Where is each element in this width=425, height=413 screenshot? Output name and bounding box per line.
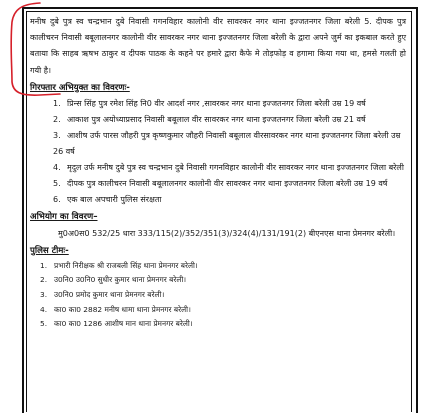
arrested-item: 2. आकाश पुत्र अयोध्याप्रसाद निवासी बबूलाल वीर सावरकर नगर थाना इज्जतनगर जिला बरेली उम्र 21 वर्ष <box>53 114 366 124</box>
intro-paragraph: मनीष दुबे पुत्र स्व चन्द्रभान दुबे निवासी गगनविहार कालोनी वीर सावरकर नगर थाना इज्जतनगर जिला बरेली 5. दीपक पुत्र कालीचरन निवासी बबूलालनगर कालोनी वीर सावरकर नगर थाना इज्जतनगर जिला बरेली के द्वारा अपने जुर्म का इकबाल करते हुए बताया कि साहब ऋषभ ठाकुर व दीपक पाठक के कहने पर हमारे द्वारा कैफे मे तोड़फोड़ व हगामा किया गया था, हमसे गलती हो गयी है। <box>30 17 406 75</box>
police-team-list <box>30 259 406 332</box>
police-team-item: 1. प्रभारी निरीक्षक श्री राजबली सिंह थाना प्रेमनगर बरेली। <box>40 260 198 270</box>
arrested-item: 5. दीपक पुत्र कालीचरन निवासी बबूलालनगर कालोनी वीर सावरकर नगर थाना इज्जतनगर जिला बरेली उम्र 19 वर्ष <box>53 178 388 188</box>
document-body <box>30 14 406 332</box>
police-team-item: 2. उ0नि0 उ0नि0 सुधीर कुमार थाना प्रेमनगर बरेली। <box>40 275 187 285</box>
case-heading: अभियोग का विवरण– <box>30 211 98 222</box>
arrested-item: 6. एक बाल अपचारी पुलिस संरक्षता <box>53 194 162 204</box>
arrested-item: 4. मृदुल उर्फ मनीष दुबे पुत्र स्व चन्द्रभान दुबे निवासी गगनविहार कालोनी वीर सावरकर नगर थाना इज्जतनगर जिला बरेली <box>53 162 404 172</box>
arrested-item: 3. आशीष उर्फ पारस जौहरी पुत्र कृष्णकुमार जौहरी निवासी बबूलाल वीरसावरकर नगर थाना इज्जतनगर जिला बरेली उम्र 26 वर्ष <box>53 130 401 156</box>
police-team-item: 5. का0 का0 1286 आशीष मान थाना प्रेमनगर बरेली। <box>40 319 193 329</box>
case-details: मु0अ0स0 532/25 धारा 333/115(2)/352/351(3)/324(4)/131/191(2) बीएनएस थाना प्रेमनगर बरेली। <box>58 228 396 238</box>
arrested-list <box>30 96 406 208</box>
police-team-heading: पुलिस टीमः- <box>30 245 69 256</box>
police-team-item: 4. का0 का0 2882 मनीष धामा थाना प्रेमनगर बरेली। <box>40 304 191 314</box>
arrested-heading: गिरफ्तार अभियुक्त का विवरणः- <box>30 82 130 93</box>
arrested-item: 1. प्रिन्स सिंह पुत्र रमेश सिंह नि0 वीर आदर्श नगर ,सावरकर नगर थाना इज्जतनगर जिला बरेली उम्र 19 वर्ष <box>53 98 366 108</box>
police-team-item: 3. उ0नि0 प्रमोद कुमार थाना प्रेमनगर बरेली। <box>40 290 165 299</box>
